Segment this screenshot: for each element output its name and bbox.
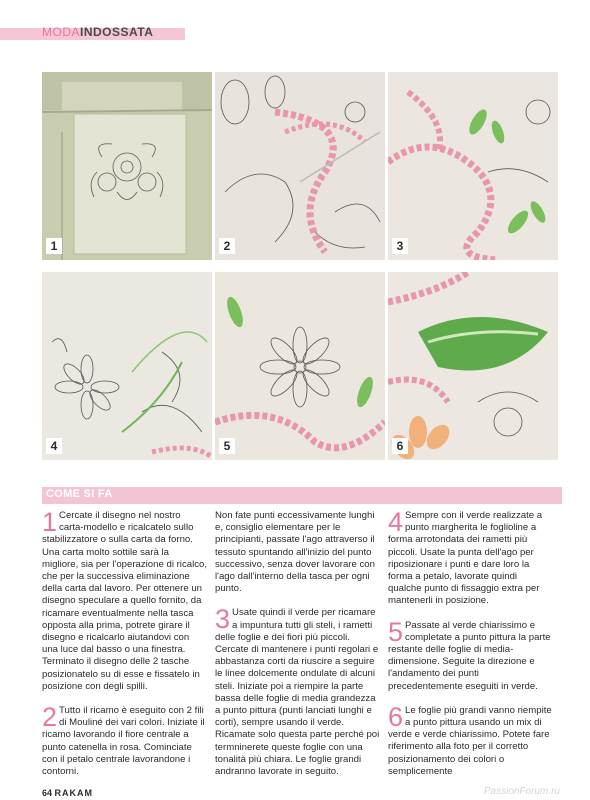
photo-label: 4 bbox=[46, 438, 62, 454]
section-bar bbox=[42, 487, 562, 504]
photo-label: 3 bbox=[392, 238, 408, 254]
step-3-number: 3 bbox=[215, 604, 231, 635]
step-2-continued: Non fate punti eccessivamente lunghi e, consiglio elementare per le principianti, passate l'ago attraverso il tessuto spuntando all'inizio del punto successivo, senza dover lavorare con l'ago dall'interno della tasca per ogni punto. bbox=[215, 510, 375, 595]
step-1-text: Cercate il disegno nel nostro carta-modello e ricalcatelo sullo stabilizzatore o sulla carta da forno. Una carta molto sottile sarà la migliore, sia per l'operazione di ricalco, che per la successiva eliminazione della carta dal lavoro. Per ottenere un disegno speculare a quello fornito, da ricamare eventualmente nella tasca opposta alla prima, potrete girare il disegno e ricalcarlo aiutandovi con una luce dal basso o una finestra. Terminato il disegno delle 2 tasche posizionatelo su di esse e fissatelo in posizione con degli spilli. bbox=[42, 510, 208, 692]
step-5-number: 5 bbox=[388, 616, 404, 647]
step-5-text: Passate al verde chiarissimo e completate a punto pittura la parte restante delle foglie di media-dimensione. Seguite la direzione e l'andamento dei punti precedentemente eseguiti in verde. bbox=[388, 619, 551, 692]
step-2-text: Tutto il ricamo è eseguito con 2 fili di Mouliné dei vari colori. Iniziate il ricamo lavorando il fiore centrale a punto catenella in rosa. Cominciate con il petalo centrale lavorandone i contorni. bbox=[42, 705, 205, 778]
step-6-number: 6 bbox=[388, 701, 404, 732]
step-3-text: Usate quindi il verde per ricamare a impuntura tutti gli steli, i rametti delle foglie e dei fiori più piccoli. Cercate di mantenere i punti regolari e abbastanza corti da riuscire a seguire le linee dolcemente ondulate di alcuni steli. Iniziate poi a riempire la parte bassa delle foglie di media grandezza a punto pittura (punti lanciati lunghi e corti), sempre usando il verde. Ricamate solo questa parte perché poi termninerete queste foglie con una tonalità più chiara. Le foglie grandi andranno lavorate in seguito. bbox=[215, 607, 380, 778]
photo-5 bbox=[215, 272, 385, 460]
step-5 bbox=[388, 616, 553, 693]
step-2-number: 2 bbox=[42, 702, 58, 733]
header-section-b: INDOSSATA bbox=[80, 25, 154, 39]
watermark-brand: PassionForum.ru bbox=[483, 786, 560, 797]
photo-label: 5 bbox=[219, 438, 235, 454]
step-6-text: Le foglie più grandi vanno riempite a punto pittura usando un mix di verde e verde chiarissimo. Potete fare riferimento alla foto per il corretto posizionamento dei colori o semplicemente bbox=[388, 704, 552, 777]
step-1-number: 1 bbox=[42, 507, 58, 537]
text-column-3 bbox=[388, 507, 553, 778]
page-footer bbox=[42, 788, 93, 798]
photo-3 bbox=[388, 72, 558, 260]
photo-1 bbox=[42, 72, 212, 260]
photo-label: 6 bbox=[392, 438, 408, 454]
page-number: 64 bbox=[42, 788, 53, 798]
step-1 bbox=[42, 507, 208, 693]
text-column-2 bbox=[215, 510, 380, 778]
section-header bbox=[42, 25, 153, 39]
header-section-a: MODA bbox=[42, 25, 80, 39]
step-4 bbox=[388, 507, 553, 608]
photo-label: 1 bbox=[46, 238, 62, 254]
step-4-text: Sempre con il verde realizzate a punto margherita le foglioline a forma arrotondata dei rametti più piccoli. Usate la punta dell'ago per riposizionare i punti e dare loro la forma a petalo, lavorate quindi qualche punto di fissaggio extra per mantenerli in posizione. bbox=[388, 510, 543, 607]
section-title: COME SI FA bbox=[46, 488, 113, 500]
page-header bbox=[0, 0, 590, 42]
step-6 bbox=[388, 701, 553, 778]
photo-6 bbox=[388, 272, 558, 460]
step-4-number: 4 bbox=[388, 507, 404, 537]
magazine-name: RAKAM bbox=[54, 788, 94, 798]
text-column-1 bbox=[42, 507, 208, 778]
photo-4 bbox=[42, 272, 212, 460]
photo-label: 2 bbox=[219, 238, 235, 254]
step-3 bbox=[215, 604, 380, 778]
step-2 bbox=[42, 702, 207, 778]
photo-2 bbox=[215, 72, 385, 260]
